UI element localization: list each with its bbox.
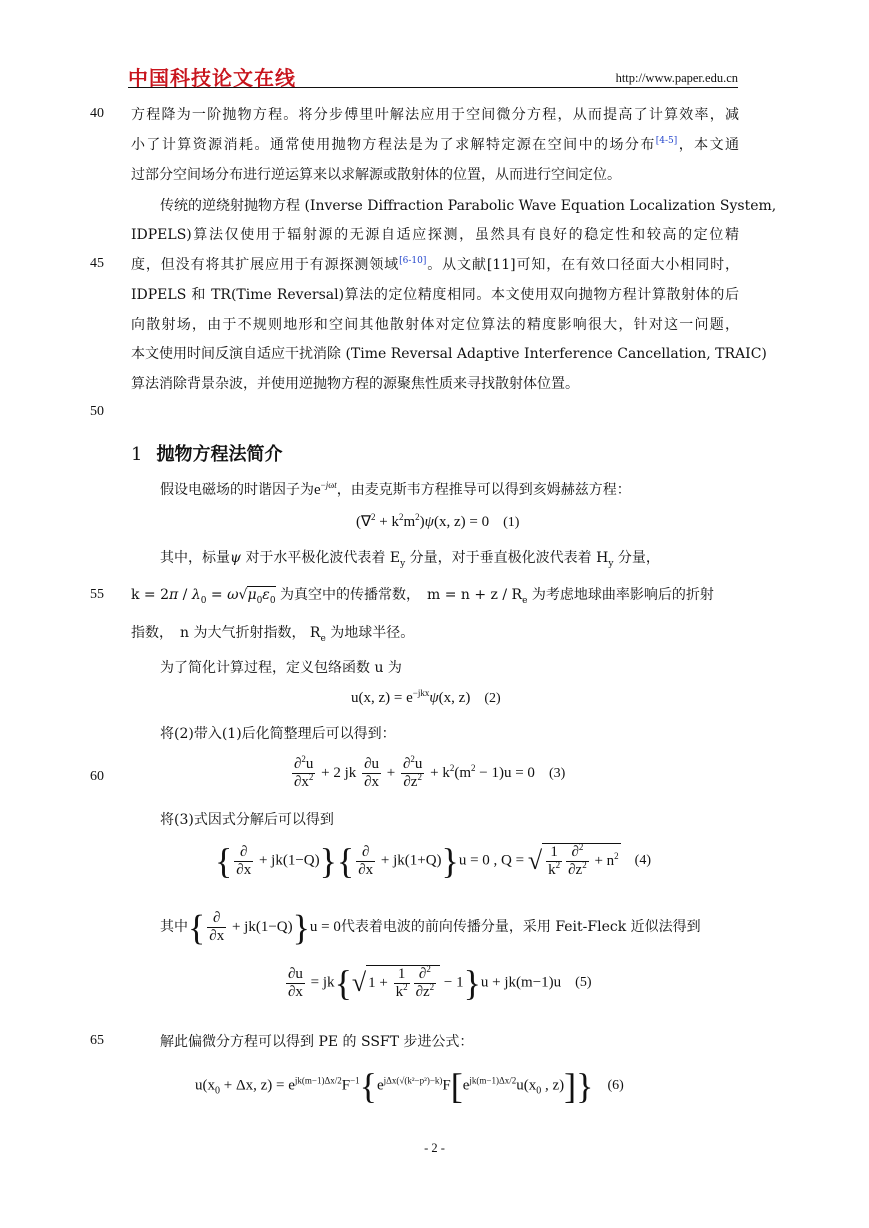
equation-2: u(x, $z) = e^{-jkx}\psi(x$, z) (2) [351,688,501,706]
body-text-line: 其中，标量ψ 对于水平极化波代表着 $E_y$ 分量，对于垂直极化波代表着 $H_y$ 分量， [160,550,660,569]
body-text-line: 将(2)带入(1)后化简整理后可以得到： [160,726,396,742]
body-text-line: 方程降为一阶抛物方程。将分步傅里叶解法应用于空间微分方程，从而提高了计算效率，减 [131,107,739,123]
line-number: 55 [90,587,104,602]
body-text-line: 过部分空间场分布进行逆运算来以求解源或散射体的位置，从而进行空间定位。 [131,167,621,183]
body-text-line: 其中{ $\frac{\partial}{\partial x}$ + jk(1−Q)}u = 0代表着电波的前向传播分量，采用 Feit-Fleck 近似法得到 [160,907,701,948]
equation-6: $u(x_0 + \Delta x$, $z) = e^{jk(m-1)\Delta x/2}F^{-1}\{e^{j\Delta x(√(k^2-p^2)-k)}F[e^{jk(m-1)\Delta x/2}u(x_0$ , z)]} (6) [195,1066,624,1106]
page-number: - 2 - [424,1141,445,1155]
line-number: 60 [90,769,104,784]
body-text-line: 为了简化计算过程，定义包络函数 u 为 [160,660,402,676]
body-text-line: 指数， n 为大气折射指数， $R_e$ 为地球半径。 [131,625,415,644]
equation-4: { $\frac{\partial}{\partial x}$ + jk(1−Q)}{ $\frac{\partial}{\partial x}$ + jk(1+Q)}u = 0 , Q = √ $\frac{1}{k^2}$ $\frac{\partial^2}{\partial z^2}$ + $n^2$ (4) [215,841,651,881]
body-text-line: 小了计算资源消耗。通常使用抛物方程法是为了求解特定源在空间中的场分布[4-5]，本文通 [131,136,740,153]
body-text-line: 度，但没有将其扩展应用于有源探测领域[6-10]。从文献[11]可知，在有效口径面大小相同时， [131,256,739,273]
body-text-line: 假设电磁场的时谐因子为$e^{-j\omega t}$，由麦克斯韦方程推导可以得到亥姆赫兹方程： [160,480,631,498]
line-number: 50 [90,404,104,419]
line-number: 65 [90,1033,104,1048]
citation[interactable]: [4-5] [655,136,678,146]
body-text-line: IDPELS 和 TR(Time Reversal)算法的定位精度相同。本文使用双向抛物方程计算散射体的后 [131,287,739,303]
body-text-line: 向散射场，由于不规则地形和空间其他散射体对定位算法的精度影响很大，针对这一问题， [131,317,739,333]
header-rule [128,87,738,88]
body-text-line: 本文使用时间反演自适应干扰消除 (Time Reversal Adaptive Interference Cancellation, TRAIC) [131,346,767,362]
body-text-line: 将(3)式因式分解后可以得到 [160,812,334,828]
body-text-line: IDPELS)算法仅使用于辐射源的无源自适应探测，虽然具有良好的稳定性和较高的定位精 [131,227,739,243]
line-number: 45 [90,256,104,271]
body-text-line: 算法消除背景杂波，并使用逆抛物方程的源聚焦性质来寻找散射体位置。 [131,376,579,392]
body-text-line: 解此偏微分方程可以得到 PE 的 SSFT 步进公式： [160,1034,474,1050]
body-text-line: $k = 2\pi / \lambda_0 = \omega√\mu_0\varepsilon_0$ 为真空中的传播常数， $m = n + z / R_e$ 为考虑地球曲率影响后的折射 [131,587,714,606]
equation-1: $(\nabla^2 + k^2m^2)\psi(x$, z) = 0 (1) [356,512,520,530]
line-number: 40 [90,106,104,121]
equation-5: $\frac{\partial u}{\partial x}$ = jk{√ 1 + $\frac{1}{k^2}$ $\frac{\partial^2}{\partial z^2}$ − 1}u + jk(m−1)u (5) [288,963,592,1003]
citation[interactable]: [6-10] [399,256,427,266]
header-url[interactable]: http://www.paper.edu.cn [615,71,738,85]
journal-logo: 中国科技论文在线 [128,66,296,90]
body-text-line: 传统的逆绕射抛物方程 (Inverse Diffraction Parabolic Wave Equation Localization System, [160,198,777,214]
equation-3: $\frac{\partial^2u}{\partial x^2}$ + 2 jk $\frac{\partial u}{\partial x}$ + $\frac{\partial^2u}{\partial z^2}$ + $k^2(m^2 - 1)u = 0$ (3) [294,754,566,790]
section-heading: 1 抛物方程法简介 [131,444,283,465]
